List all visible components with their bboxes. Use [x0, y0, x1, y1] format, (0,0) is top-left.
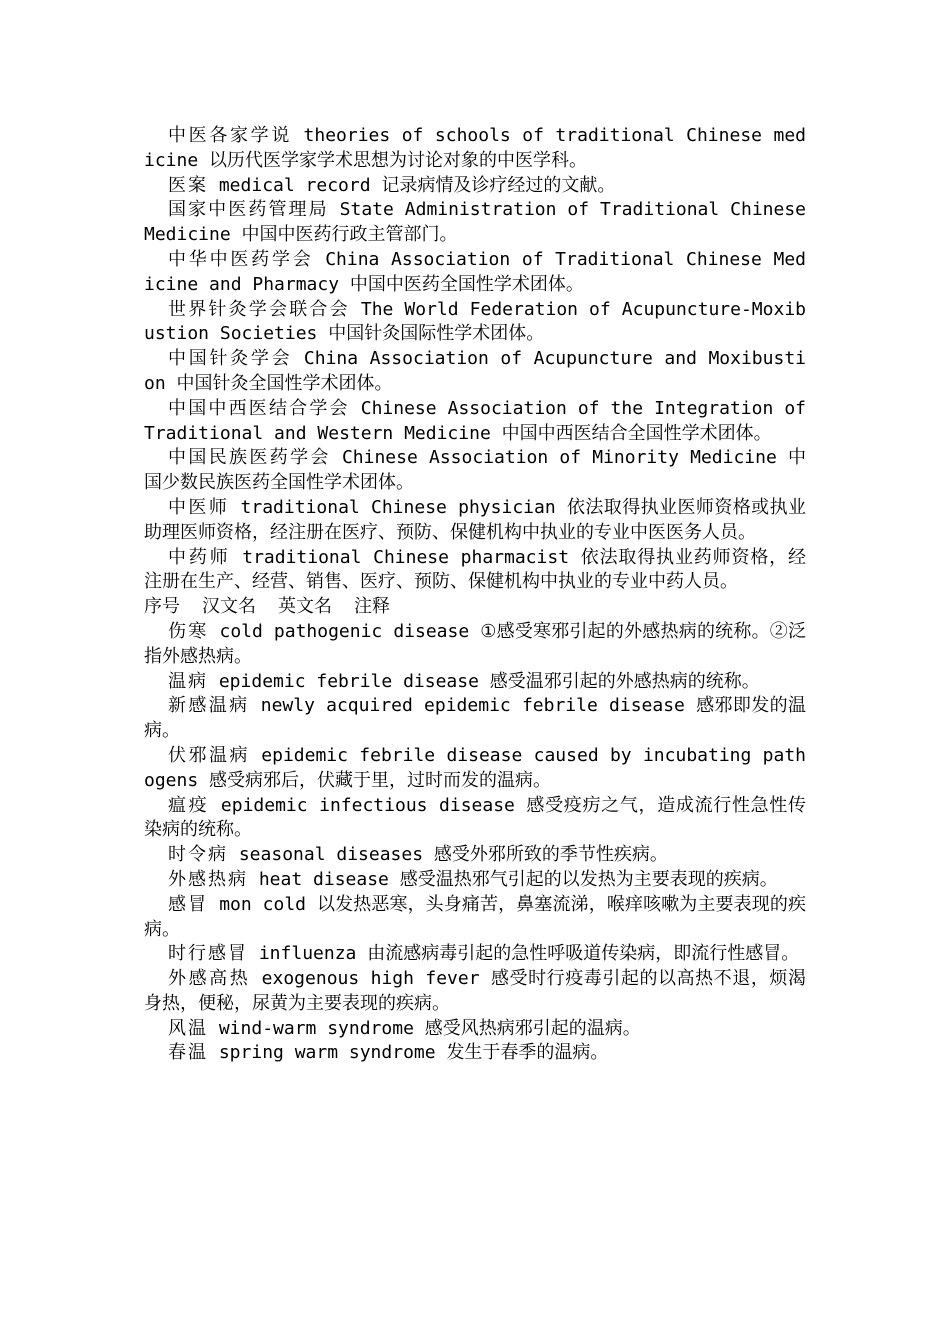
entry-term-en: seasonal diseases: [238, 844, 424, 866]
entry-term-zh: 国家中医药管理局: [168, 199, 329, 221]
entry-paragraph: [144, 620, 806, 670]
entry-term-en: traditional Chinese physician: [240, 496, 556, 518]
entry-definition: 中国中西医结合全国性学术团体。: [501, 422, 772, 444]
document-page: [144, 124, 806, 1066]
entry-definition: 由流感病毒引起的急性呼吸道传染病，即流行性感冒。: [367, 943, 800, 965]
entry-definition: 感受疫疠之气，造成流行性急性传染病的统称。: [144, 794, 806, 841]
entry-term-en: newly acquired epidemic febrile disease: [260, 695, 685, 717]
entry-term-en: exogenous high fever: [261, 968, 480, 990]
entry-term-en: epidemic infectious disease: [220, 794, 515, 816]
entry-definition: 以历代医学家学术思想为讨论对象的中医学科。: [209, 149, 588, 171]
entry-definition: 中国针灸国际性学术团体。: [328, 323, 545, 345]
header-english-name: 英文名: [278, 596, 332, 618]
entry-term-zh: 中药师: [168, 546, 231, 568]
entry-definition: 感受外邪所致的季节性疾病。: [433, 844, 668, 866]
entry-term-zh: 感冒: [168, 893, 209, 915]
entry-paragraph: [144, 198, 806, 248]
entry-definition: 依法取得执业药师资格，经注册在生产、经营、销售、医疗、预防、保健机构中执业的专业中药人员。: [144, 546, 807, 593]
entry-term-zh: 中国中西医结合学会: [168, 397, 350, 419]
entry-term-en: The World Federation of Acupuncture-Moxibustion Societies: [144, 298, 806, 345]
entry-term-zh: 新感温病: [168, 695, 250, 717]
entry-term-en: medical record: [218, 174, 371, 196]
entry-term-en: State Administration of Traditional Chinese Medicine: [144, 199, 806, 246]
entry-term-zh: 中国民族医药学会: [168, 447, 331, 469]
entry-paragraph: [144, 893, 806, 943]
entry-paragraph: [144, 868, 806, 893]
entry-paragraph: [144, 843, 806, 868]
entry-paragraph: [144, 942, 806, 967]
entry-term-zh: 时令病: [168, 844, 228, 866]
entry-paragraph: [144, 694, 806, 744]
table-header-row: [144, 595, 806, 620]
entry-term-en: spring warm syndrome: [218, 1042, 436, 1064]
entry-term-en: epidemic febrile disease caused by incubating pathogens: [144, 744, 807, 791]
entry-paragraph: [144, 1017, 806, 1042]
entry-definition: 感受温邪引起的外感热病的统称。: [489, 670, 760, 692]
entry-term-zh: 中医师: [168, 496, 230, 518]
entry-definition: 感受温热邪气引起的以发热为主要表现的疾病。: [399, 868, 778, 890]
entry-term-zh: 医案: [168, 174, 208, 196]
entry-term-zh: 伤寒: [168, 620, 209, 642]
entry-definition: 感受时行疫毒引起的以高热不退，烦渴身热，便秘，尿黄为主要表现的疾病。: [144, 968, 806, 1014]
entry-term-en: theories of schools of traditional Chinese medicine: [144, 125, 807, 171]
entry-definition: 中国中医药行政主管部门。: [241, 224, 458, 246]
entry-term-zh: 中国针灸学会: [168, 348, 293, 370]
entry-term-zh: 伏邪温病: [168, 744, 250, 766]
entry-paragraph: [144, 546, 806, 596]
entry-definition: 以发热恶寒，头身痛苦，鼻塞流涕，喉痒咳嗽为主要表现的疾病。: [144, 893, 807, 940]
entry-term-en: traditional Chinese pharmacist: [242, 546, 570, 568]
entry-term-en: Chinese Association of Minority Medicine: [341, 447, 777, 469]
entry-definition: 感受病邪后，伏藏于里，过时而发的温病。: [209, 769, 552, 791]
header-annotation: 注释: [354, 596, 390, 618]
entry-paragraph: [144, 496, 806, 546]
entry-term-zh: 风温: [168, 1017, 208, 1039]
entry-term-en: mon cold: [219, 893, 307, 915]
entry-term-en: cold pathogenic disease: [219, 620, 470, 642]
entry-term-en: influenza: [258, 943, 357, 965]
entry-definition: 中国针灸全国性学术团体。: [176, 372, 393, 394]
entry-definition: 发生于春季的温病。: [446, 1042, 609, 1064]
entry-term-zh: 中华中医药学会: [168, 248, 314, 270]
entry-term-en: wind-warm syndrome: [218, 1017, 414, 1039]
entry-definition: 中国中医药全国性学术团体。: [349, 273, 584, 295]
entry-term-zh: 春温: [168, 1042, 208, 1064]
entry-definition: 感邪即发的温病。: [144, 695, 806, 742]
entry-term-zh: 外感高热: [168, 968, 251, 990]
entry-paragraph: [144, 347, 806, 397]
entry-term-en: China Association of Acupuncture and Moxibustion: [144, 348, 806, 394]
entry-term-en: China Association of Traditional Chinese Medicine and Pharmacy: [144, 248, 806, 295]
entry-definition: ①感受寒邪引起的外感热病的统称。②泛指外感热病。: [144, 620, 807, 667]
entry-paragraph: [144, 744, 806, 794]
entry-paragraph: [144, 967, 806, 1017]
entry-definition: 记录病情及诊疗经过的文献。: [381, 174, 616, 196]
entry-term-en: Chinese Association of the Integration of Traditional and Western Medicine: [144, 397, 806, 444]
entry-paragraph: [144, 124, 806, 174]
entry-paragraph: [144, 174, 806, 199]
entry-paragraph: [144, 794, 806, 844]
entry-term-zh: 温病: [168, 670, 208, 692]
entry-paragraph: [144, 446, 806, 496]
entry-term-en: heat disease: [258, 868, 389, 890]
entry-term-zh: 时行感冒: [168, 943, 248, 965]
entry-term-zh: 瘟疫: [168, 794, 210, 816]
header-chinese-name: 汉文名: [202, 596, 256, 618]
entry-term-en: epidemic febrile disease: [218, 670, 479, 692]
entry-term-zh: 世界针灸学会联合会: [168, 298, 350, 320]
header-index: 序号: [144, 596, 180, 618]
entry-paragraph: [144, 397, 806, 447]
entry-definition: 感受风热病邪引起的温病。: [424, 1017, 641, 1039]
entry-term-zh: 外感热病: [168, 868, 248, 890]
entry-term-zh: 中医各家学说: [168, 125, 292, 146]
entry-paragraph: [144, 298, 806, 348]
entry-paragraph: [144, 1041, 806, 1066]
entry-definition: 中国少数民族医药全国性学术团体。: [144, 447, 806, 494]
entry-paragraph: [144, 670, 806, 695]
entry-paragraph: [144, 248, 806, 298]
entry-definition: 依法取得执业医师资格或执业助理医师资格，经注册在医疗、预防、保健机构中执业的专业中医医务人员。: [144, 496, 807, 543]
